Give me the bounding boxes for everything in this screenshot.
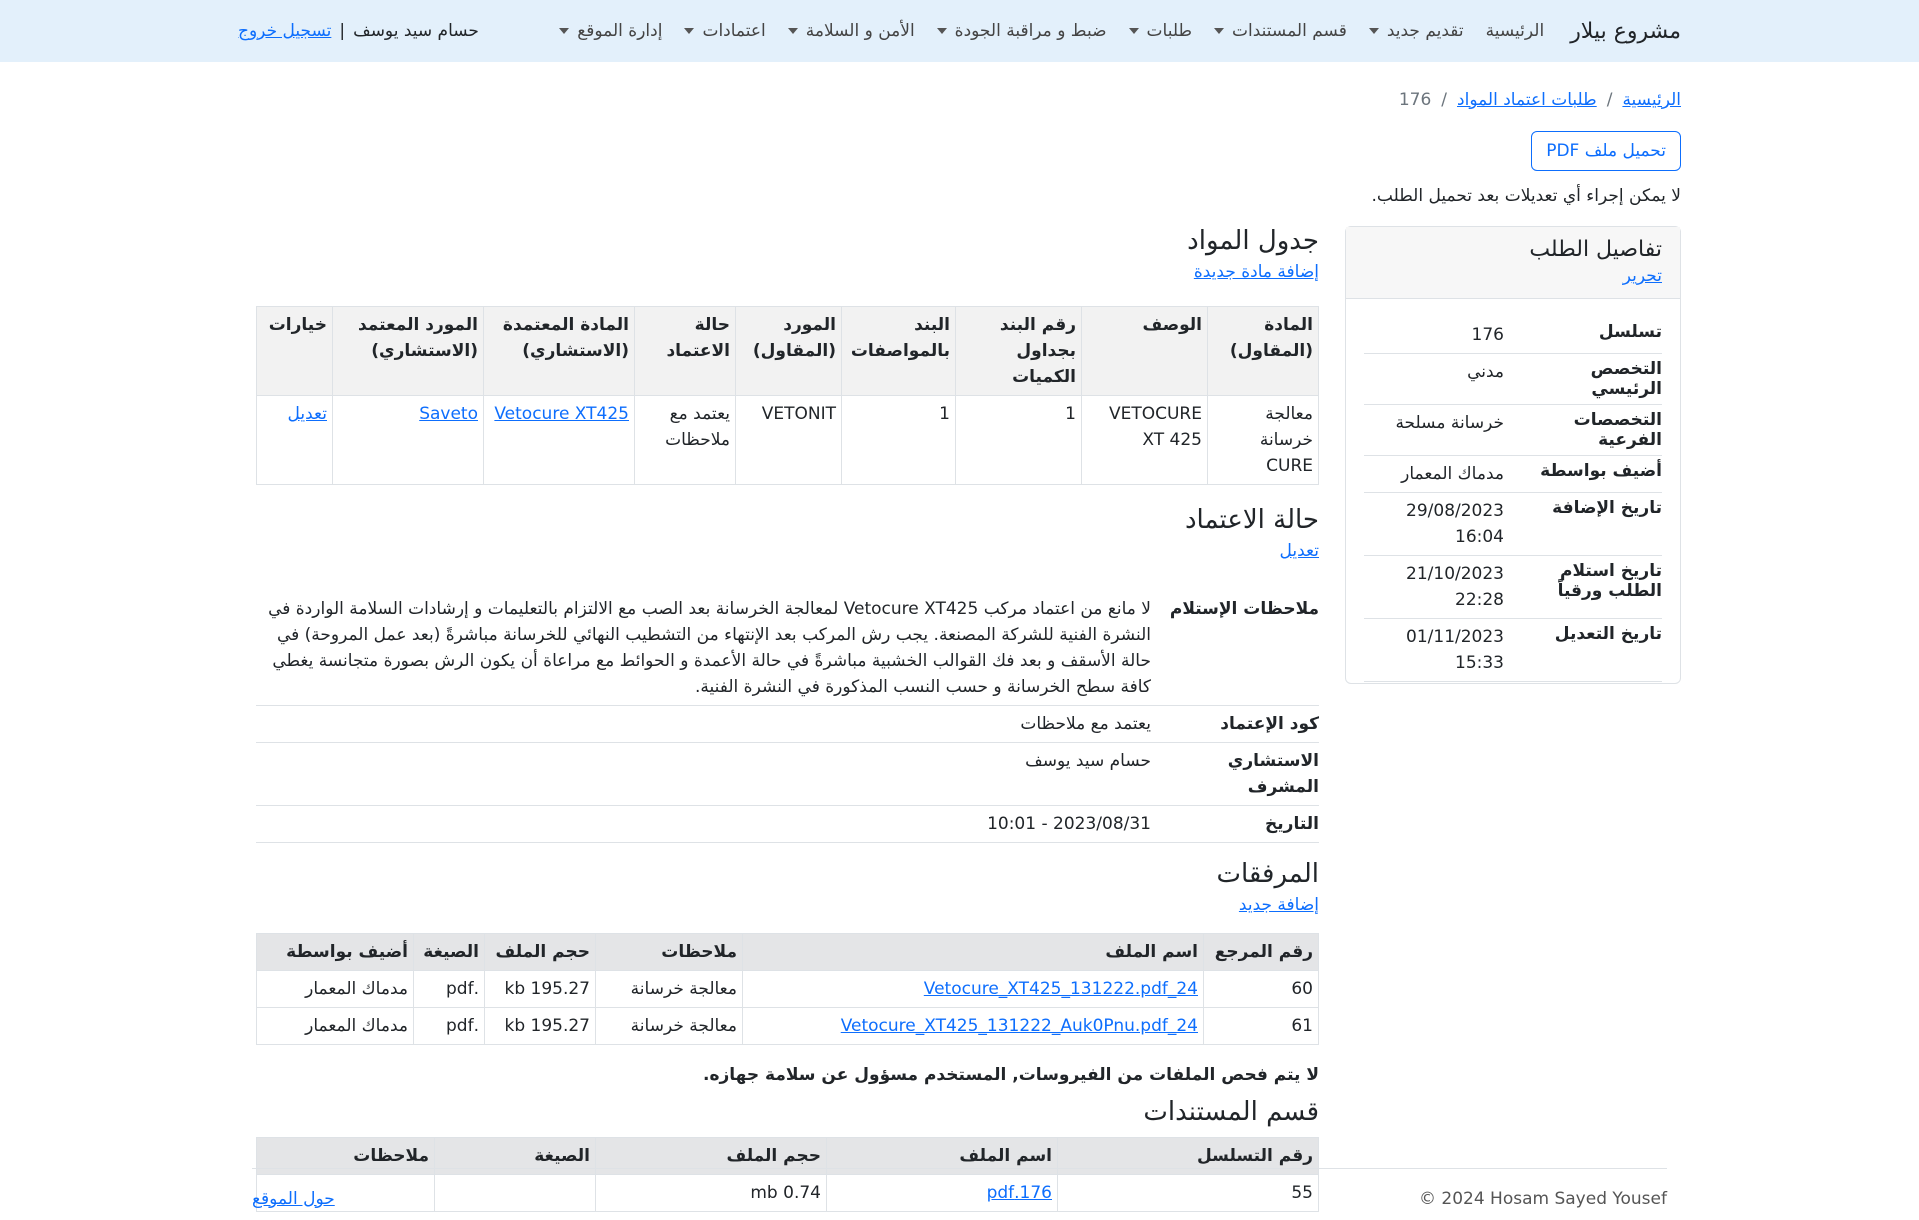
nav-item-label: تقديم جديد (1386, 21, 1464, 41)
table-header: حجم الملف (596, 1138, 827, 1175)
approval-date-row (256, 806, 1319, 843)
detail-label: التخصصات الفرعية (1573, 410, 1662, 450)
approval-date-value: 2023/08/31 - 10:01 (987, 814, 1151, 834)
material-cell: معالجة خرسانة CURE (1208, 396, 1319, 485)
table-row (257, 396, 1319, 485)
logout-link[interactable]: تسجيل خروج (238, 21, 332, 41)
approval-notes-value: لا مانع من اعتماد مركب Vetocure XT425 لمعالجة الخرسانة بعد الصب مع الالتزام بالتعليمات و إرشادات السلامة الواردة في النشرة الفنية للشركة المصنعة. يجب رش المركب بعد الإنتهاء من التشطيب النهائي للخرسانة مباشرةً (بعد عمل المروحة) في حالة الأسقف و بعد فك القوالب الخشبية مباشرةً في حالة الأعمدة و الحوائط مع مراعاة أن يكون الرش بصورة متجانسة يغطي كافة سطح الخرسانة و حسب النسب المذكورة في النشرة الفنية. (268, 599, 1151, 697)
nav-item-label: اعتمادات (702, 21, 766, 41)
ext-cell: .pdf (414, 971, 485, 1008)
edit-request-link[interactable]: تحرير (1622, 266, 1662, 286)
notes-cell: معالجة خرسانة (596, 971, 743, 1008)
table-header: ملاحظات (596, 934, 743, 971)
detail-label: تسلسل (1598, 322, 1662, 342)
edit-material-link[interactable]: تعديل (287, 404, 327, 424)
status-cell: يعتمد مع ملاحظات (635, 396, 736, 485)
download-pdf-button[interactable]: تحميل ملف PDF (1531, 131, 1681, 171)
add-attachment-link[interactable]: إضافة جديد (1238, 895, 1319, 915)
attachment-file-link[interactable]: Vetocure_XT425_131222.pdf_24 (923, 979, 1198, 999)
table-header: اسم الملف (827, 1138, 1058, 1175)
table-header: ملاحظات (257, 1138, 435, 1175)
copyright-text: © 2024 Hosam Sayed Yousef (1418, 1189, 1667, 1209)
breadcrumb-separator: / (1606, 90, 1613, 110)
nav-item-label: قسم المستندات (1232, 21, 1347, 41)
nav-item-label: ضبط و مراقبة الجودة (954, 21, 1107, 41)
table-header: رقم البند بجداول الكميات (956, 307, 1082, 396)
seq-cell: 55 (1058, 1175, 1319, 1212)
materials-title: جدول المواد (1187, 226, 1319, 256)
card-body (1346, 299, 1680, 700)
approved-material-link[interactable]: Vetocure XT425 (494, 404, 629, 424)
pdf-warning-note: لا يمكن إجراء أي تعديلات بعد تحميل الطلب. (1371, 186, 1681, 206)
boq-cell: 1 (956, 396, 1082, 485)
detail-row-main-specialty (1364, 354, 1662, 405)
detail-label: تاريخ استلام الطلب ورقياً (1557, 561, 1662, 601)
detail-value: 21/10/2023 22:28 (1406, 564, 1504, 610)
approval-date-label: التاريخ (1265, 814, 1319, 834)
table-header: خيارات (257, 307, 333, 396)
table-header: المورد المعتمد (الاستشاري) (333, 307, 484, 396)
about-site-link[interactable]: حول الموقع (252, 1189, 335, 1209)
approved-material-cell (484, 396, 635, 485)
breadcrumb-separator: / (1441, 90, 1448, 110)
user-name: حسام سيد يوسف (353, 21, 479, 41)
detail-value: 176 (1471, 325, 1504, 345)
options-cell (257, 396, 333, 485)
detail-value: خرسانة مسلحة (1395, 413, 1504, 433)
detail-row-modified-date (1364, 619, 1662, 682)
detail-row-sub-specialty (1364, 405, 1662, 456)
materials-table (256, 306, 1319, 485)
size-cell: 195.27 kb (485, 1008, 596, 1045)
breadcrumb-current: 176 (1398, 90, 1432, 110)
breadcrumb (1399, 90, 1681, 110)
detail-row-received-date (1364, 556, 1662, 619)
brand-logo[interactable]: مشروع بيلار (1570, 18, 1681, 44)
edit-approval-link[interactable]: تعديل (1279, 541, 1319, 561)
approved-supplier-cell (333, 396, 484, 485)
added-by-cell: مدماك المعمار (257, 1008, 414, 1045)
table-header: رقم التسلسل (1058, 1138, 1319, 1175)
add-material-link[interactable]: إضافة مادة جديدة (1193, 262, 1319, 282)
description-cell: VETOCURE XT 425 (1082, 396, 1208, 485)
main-content (256, 226, 1319, 1212)
detail-value: مدماك المعمار (1401, 464, 1504, 484)
table-header: رقم المرجع (1204, 934, 1319, 971)
nav-item-label: الأمن و السلامة (805, 21, 915, 41)
footer (252, 1168, 1667, 1209)
detail-label: تاريخ الإضافة (1552, 498, 1662, 518)
table-row (257, 1008, 1319, 1045)
breadcrumb-home[interactable]: الرئيسية (1622, 90, 1681, 110)
attachment-file-link[interactable]: Vetocure_XT425_131222_Auk0Pnu.pdf_24 (840, 1016, 1198, 1036)
size-cell: 0.74 mb (596, 1175, 827, 1212)
document-file-link[interactable]: 176.pdf (986, 1183, 1052, 1203)
breadcrumb-material-requests[interactable]: طلبات اعتماد المواد (1457, 90, 1597, 110)
table-header: الوصف (1082, 307, 1208, 396)
table-header: المورد (المقاول) (736, 307, 842, 396)
ref-cell: 61 (1204, 1008, 1319, 1045)
attachments-title: المرفقات (1216, 859, 1319, 889)
spec-cell: 1 (842, 396, 956, 485)
approval-consultant-value: حسام سيد يوسف (1025, 751, 1151, 771)
table-header: أضيف بواسطة (257, 934, 414, 971)
approval-code-label: كود الإعتماد (1220, 714, 1319, 734)
table-header: المادة (المقاول) (1208, 307, 1319, 396)
detail-label: تاريخ التعديل (1554, 624, 1662, 644)
table-row (257, 971, 1319, 1008)
table-header: البند بالمواصفات (842, 307, 956, 396)
attachments-table (256, 933, 1319, 1045)
approval-consultant-row (256, 743, 1319, 806)
ext-cell: .pdf (414, 1008, 485, 1045)
nav-item-label: طلبات (1146, 21, 1192, 41)
card-title: تفاصيل الطلب (1529, 237, 1662, 262)
approval-consultant-label: الاستشاري المشرف (1227, 751, 1319, 797)
virus-warning: لا يتم فحص الملفات من الفيروسات, المستخدم مسؤول عن سلامة جهازه. (702, 1065, 1319, 1085)
documents-title: قسم المستندات (1143, 1097, 1319, 1127)
file-cell (743, 971, 1204, 1008)
table-header: حجم الملف (485, 934, 596, 971)
detail-label: التخصص الرئيسي (1590, 359, 1662, 399)
detail-label: أضيف بواسطة (1540, 461, 1662, 481)
table-header: الصيغة (414, 934, 485, 971)
detail-row-serial (1364, 317, 1662, 354)
file-cell (743, 1008, 1204, 1045)
nav-item-label: الرئيسية (1485, 21, 1545, 41)
approval-code-value: يعتمد مع ملاحظات (1020, 714, 1151, 734)
detail-row-added-by (1364, 456, 1662, 493)
notes-cell: معالجة خرسانة (596, 1008, 743, 1045)
detail-row-added-date (1364, 493, 1662, 556)
approved-supplier-link[interactable]: Saveto (419, 404, 478, 424)
approval-code-row (256, 706, 1319, 743)
detail-value: 29/08/2023 16:04 (1406, 501, 1504, 547)
table-header: المادة المعتمدة (الاستشاري) (484, 307, 635, 396)
user-separator: | (339, 21, 346, 41)
size-cell: 195.27 kb (485, 971, 596, 1008)
request-details-card (1345, 226, 1681, 684)
detail-value: 01/11/2023 15:33 (1406, 627, 1504, 673)
approval-notes-row (256, 591, 1319, 706)
approval-notes-label: ملاحظات الإستلام (1169, 599, 1319, 619)
added-by-cell: مدماك المعمار (257, 971, 414, 1008)
table-header: الصيغة (435, 1138, 596, 1175)
table-header: اسم الملف (743, 934, 1204, 971)
card-header (1346, 227, 1680, 299)
nav-item-label: إدارة الموقع (577, 21, 663, 41)
table-header: حالة الاعتماد (635, 307, 736, 396)
approval-title: حالة الاعتماد (1184, 505, 1319, 535)
detail-value: مدني (1467, 362, 1504, 382)
ref-cell: 60 (1204, 971, 1319, 1008)
supplier-cell: VETONIT (736, 396, 842, 485)
